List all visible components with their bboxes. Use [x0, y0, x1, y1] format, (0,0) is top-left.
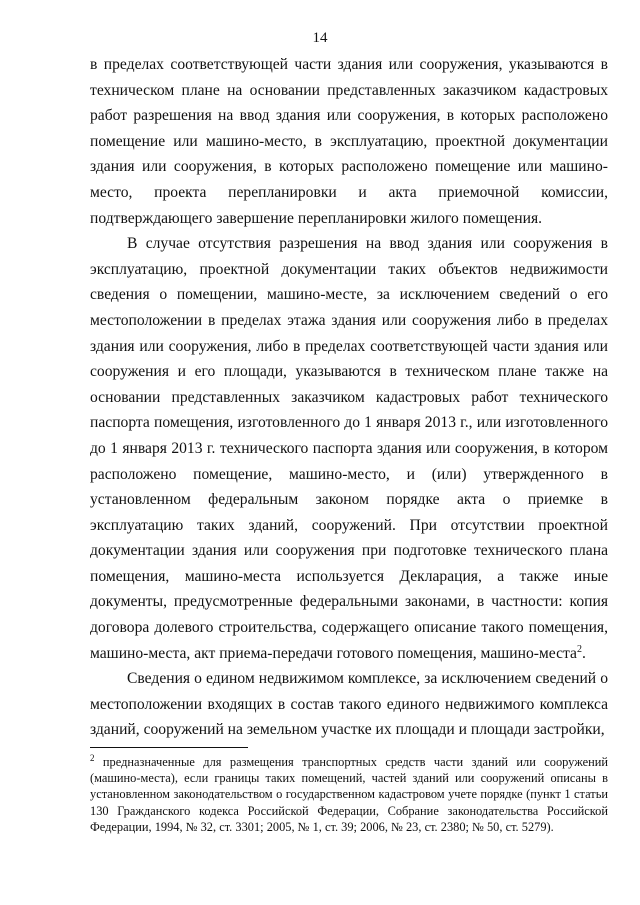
- footnote: [90, 754, 608, 835]
- paragraph-1: [90, 52, 608, 231]
- paragraph-2: [90, 231, 608, 666]
- paragraph-3: [90, 666, 608, 743]
- footnote-separator: [90, 747, 248, 748]
- footnote-reference[interactable]: 2: [576, 643, 582, 655]
- paragraph-1-text: в пределах соответствующей части здания или сооружения, указываются в техническом плане на основании представленных заказчиком кадастровых работ разрешения на ввод здания или сооружения, в которых расположено помещение или машино-место, в эксплуатацию, проектной документации здания или сооружения, в которых расположено помещение или машино-место, проекта перепланировки и акта приемочной комиссии, подтверждающего завершение перепланировки жилого помещения.: [90, 56, 608, 227]
- paragraph-2-end: .: [581, 644, 586, 662]
- footnote-marker: 2: [90, 752, 95, 763]
- paragraph-2-text: В случае отсутствия разрешения на ввод здания или сооружения в эксплуатацию, проектной документации таких объектов недвижимости сведения о помещении, машино-месте, за исключением сведений о его местоположении в пределах этажа здания или сооружения либо в пределах здания или сооружения, либо в пределах соответствующей части здания или сооружения и его площади, указываются в техническом плане также на основании представленных заказчиком кадастровых работ технического паспорта помещения, изготовленного до 1 января 2013 г., или изготовленного до 1 января 2013 г. технического паспорта здания или сооружения, в котором расположено помещение, машино-место, и (или) утвержденного в установленном федеральным законом порядке акта о приемке в эксплуатацию таких зданий, сооружений. При отсутствии проектной документации здания или сооружения при подготовке технического плана помещения, машино-места используется Декларация, а также иные документы, предусмотренные федеральными законами, в частности: копия договора долевого строительства, содержащего описание такого помещения, машино-места, акт приема-передачи готового помещения, машино-места: [90, 235, 608, 662]
- footnote-text: предназначенные для размещения транспортных средств части зданий или сооружений (машино-места), если границы таких помещений, частей зданий или сооружений описаны в установленном законодательством о государственном кадастровом учете порядке (пункт 1 статьи 130 Гражданского кодекса Российской Федерации, Собрание законодательства Российской Федерации, 1994, № 32, ст. 3301; 2005, № 1, ст. 39; 2006, № 23, ст. 2380; № 50, ст. 5279).: [90, 755, 608, 834]
- document-body: [90, 52, 608, 743]
- paragraph-3-text: Сведения о едином недвижимом комплексе, за исключением сведений о местоположении входящих в состав такого единого недвижимого комплекса зданий, сооружений на земельном участке их площади и площади застройки,: [90, 670, 608, 739]
- page-number: 14: [312, 30, 328, 46]
